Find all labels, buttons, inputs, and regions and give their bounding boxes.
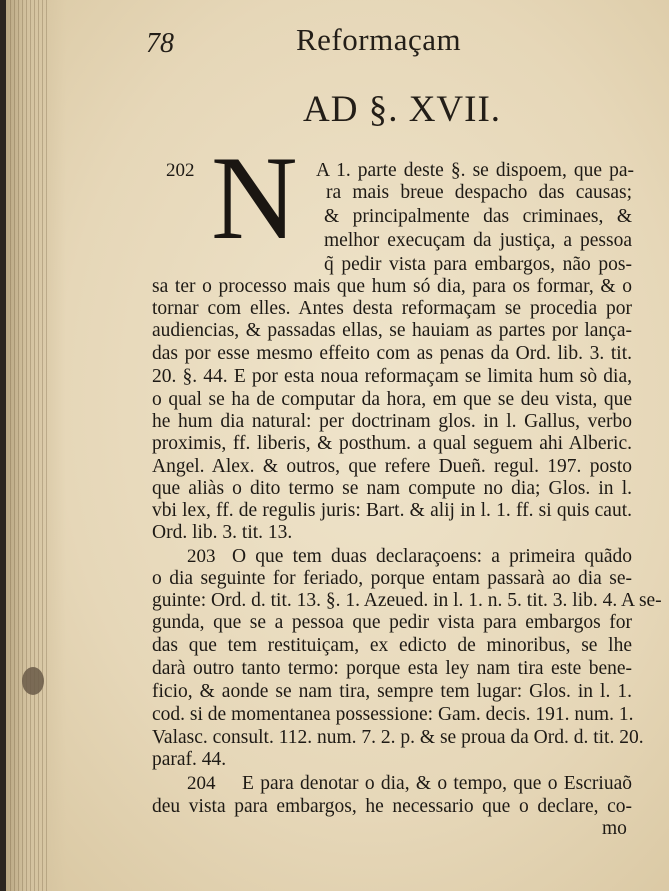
text-line: E para denotar o dia, & o tempo, que o Escriuaõ	[242, 773, 632, 794]
text-line: ficio, & aonde se nam tira, sempre tem lugar: Glos. in l. 1.	[152, 681, 632, 702]
running-title: Reformaçam	[296, 22, 462, 57]
text-line: guinte: Ord. d. tit. 13. §. 1. Azeued. in l. 1. n. 5. tit. 3. lib. 4. A se-	[152, 590, 662, 611]
catchword: mo	[602, 818, 627, 839]
text-line: gunda, que se a pessoa que pedir vista para embargos for	[152, 612, 632, 633]
text-line: proximis, ff. liberis, & posthum. a qual seguem ahi Alberic.	[152, 433, 632, 454]
text-line: ra mais breue despacho das causas;	[326, 182, 632, 203]
paragraph-number-204: 204	[187, 773, 216, 794]
text-line: o qual se ha de computar da hora, em que se deu vista, que	[152, 389, 632, 410]
text-line: q̃ pedir vista para embargos, não pos-	[324, 254, 632, 275]
book-page	[6, 0, 669, 891]
text-line: o dia seguinte for feriado, porque entam passarà ao dia se-	[152, 568, 632, 589]
text-line: Angel. Alex. & outros, que refere Dueñ. regul. 197. posto	[152, 456, 632, 477]
text-line: O que tem duas declaraçoens: a primeira quãdo	[232, 546, 632, 567]
text-line: audiencias, & passadas ellas, se hauiam as partes por lança-	[152, 320, 632, 341]
text-line: deu vista para embargos, he necessario que o declare, co-	[152, 796, 632, 817]
text-line: Valasc. consult. 112. num. 7. 2. p. & se proua da Ord. d. tit. 20.	[152, 727, 644, 748]
text-line: que aliàs o dito termo se nam compute no dia; Glos. in l.	[152, 478, 632, 499]
page-number: 78	[146, 28, 174, 59]
text-line: Ord. lib. 3. tit. 13.	[152, 522, 293, 543]
text-line: & principalmente das criminaes, &	[324, 206, 632, 227]
text-line: cod. si de momentanea possessione: Gam. decis. 191. num. 1.	[152, 704, 634, 725]
text-line: paraf. 44.	[152, 749, 227, 770]
text-line: A 1. parte deste §. se dispoem, que pa-	[316, 160, 634, 181]
text-line: das por esse mesmo effeito com as penas da Ord. lib. 3. tit.	[152, 343, 632, 364]
ink-stain	[22, 667, 44, 695]
text-line: darà outro tanto termo: porque esta ley nam tira este bene-	[152, 658, 632, 679]
page-edge-lines	[10, 0, 50, 891]
text-line: das que tem restituiçam, ex edicto de minoribus, se lhe	[152, 635, 632, 656]
text-line: sa ter o processo mais que hum só dia, para os formar, & o	[152, 276, 632, 297]
text-line: 20. §. 44. E por esta noua reformaçam se limita hum sò dia,	[152, 366, 632, 387]
text-line: he hum dia natural: per doctrinam glos. in l. Gallus, verbo	[152, 411, 632, 432]
text-line: vbi lex, ff. de regulis juris: Bart. & alij in l. 1. ff. si quis caut.	[152, 500, 632, 521]
drop-cap: N	[211, 131, 298, 264]
text-line: melhor execuçam da justiça, a pessoa	[324, 230, 632, 251]
section-heading: AD §. XVII.	[303, 89, 502, 130]
paragraph-number-203: 203	[187, 546, 216, 567]
paragraph-number-202: 202	[166, 160, 195, 181]
text-line: tornar com elles. Antes desta reformaçam se procedia por	[152, 298, 632, 319]
